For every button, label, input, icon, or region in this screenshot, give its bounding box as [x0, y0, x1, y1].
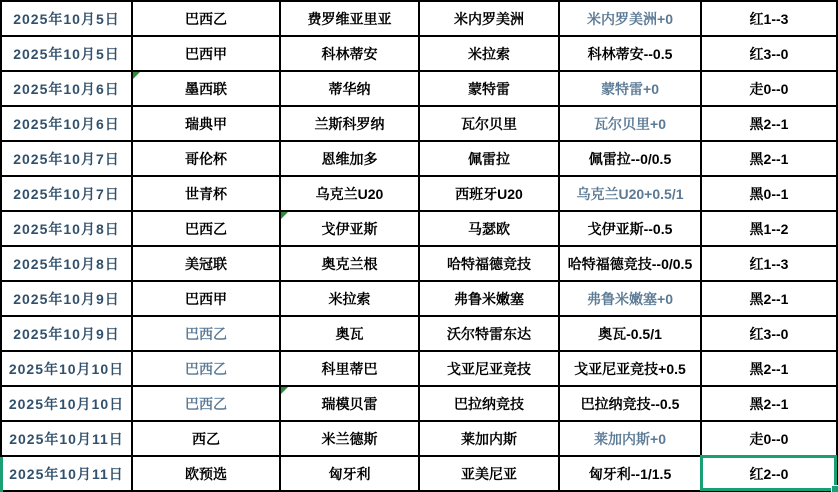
handicap-cell[interactable]: 莱加内斯+0	[560, 422, 702, 457]
league-cell[interactable]: 瑞典甲	[133, 107, 281, 142]
date-cell[interactable]: 2025年10月5日	[2, 37, 133, 72]
league-cell[interactable]: 哥伦杯	[133, 142, 281, 177]
table-row	[2, 457, 838, 492]
league-cell[interactable]: 巴西乙	[133, 317, 281, 352]
handicap-cell[interactable]: 科林蒂安--0.5	[560, 37, 702, 72]
selection-border	[700, 455, 837, 491]
result-cell[interactable]: 红3--0	[702, 37, 838, 72]
date-cell[interactable]: 2025年10月6日	[2, 72, 133, 107]
handicap-cell[interactable]: 奥瓦-0.5/1	[560, 317, 702, 352]
error-indicator-triangle-icon	[133, 72, 140, 79]
result-cell[interactable]: 黑2--1	[702, 282, 838, 317]
result-cell[interactable]: 走0--0	[702, 72, 838, 107]
date-cell[interactable]: 2025年10月11日	[2, 422, 133, 457]
table-row	[2, 212, 838, 247]
result-cell[interactable]: 黑2--1	[702, 107, 838, 142]
result-cell[interactable]: 红1--3	[702, 2, 838, 37]
home-team-cell[interactable]: 戈伊亚斯	[281, 212, 420, 247]
league-cell[interactable]: 欧预选	[133, 457, 281, 492]
date-cell[interactable]: 2025年10月6日	[2, 107, 133, 142]
date-cell[interactable]: 2025年10月9日	[2, 317, 133, 352]
handicap-cell[interactable]: 哈特福德竞技--0/0.5	[560, 247, 702, 282]
table-row	[2, 422, 838, 457]
result-cell[interactable]: 红1--3	[702, 247, 838, 282]
home-team-cell[interactable]: 米兰德斯	[281, 422, 420, 457]
date-cell[interactable]: 2025年10月7日	[2, 177, 133, 212]
away-team-cell[interactable]: 米内罗美洲	[420, 2, 560, 37]
home-team-cell[interactable]: 费罗维亚里亚	[281, 2, 420, 37]
away-team-cell[interactable]: 亚美尼亚	[420, 457, 560, 492]
home-team-cell[interactable]: 奥克兰根	[281, 247, 420, 282]
away-team-cell[interactable]: 瓦尔贝里	[420, 107, 560, 142]
league-cell[interactable]: 巴西乙	[133, 2, 281, 37]
handicap-cell[interactable]: 戈伊亚斯--0.5	[560, 212, 702, 247]
away-team-cell[interactable]: 巴拉纳竞技	[420, 387, 560, 422]
away-team-cell[interactable]: 弗鲁米嫩塞	[420, 282, 560, 317]
handicap-cell[interactable]: 佩雷拉--0/0.5	[560, 142, 702, 177]
away-team-cell[interactable]: 戈亚尼亚竞技	[420, 352, 560, 387]
date-cell[interactable]: 2025年10月8日	[2, 247, 133, 282]
error-indicator-triangle-icon	[281, 212, 288, 219]
table-row	[2, 317, 838, 352]
date-cell[interactable]: 2025年10月9日	[2, 282, 133, 317]
league-cell[interactable]: 巴西乙	[133, 387, 281, 422]
handicap-cell[interactable]: 米内罗美洲+0	[560, 2, 702, 37]
table-row	[2, 247, 838, 282]
away-team-cell[interactable]: 莱加内斯	[420, 422, 560, 457]
home-team-cell[interactable]: 匈牙利	[281, 457, 420, 492]
table-row	[2, 37, 838, 72]
away-team-cell[interactable]: 蒙特雷	[420, 72, 560, 107]
league-cell[interactable]: 巴西甲	[133, 37, 281, 72]
league-cell[interactable]: 美冠联	[133, 247, 281, 282]
home-team-cell[interactable]: 乌克兰U20	[281, 177, 420, 212]
away-team-cell[interactable]: 哈特福德竞技	[420, 247, 560, 282]
result-cell[interactable]: 黑0--1	[702, 177, 838, 212]
date-cell[interactable]: 2025年10月5日	[2, 2, 133, 37]
handicap-cell[interactable]: 瓦尔贝里+0	[560, 107, 702, 142]
away-team-cell[interactable]: 西班牙U20	[420, 177, 560, 212]
away-team-cell[interactable]: 马瑟欧	[420, 212, 560, 247]
handicap-cell[interactable]: 巴拉纳竞技--0.5	[560, 387, 702, 422]
date-cell[interactable]: 2025年10月10日	[2, 387, 133, 422]
home-team-cell[interactable]: 米拉索	[281, 282, 420, 317]
home-team-cell[interactable]: 科里蒂巴	[281, 352, 420, 387]
home-team-cell[interactable]: 兰斯科罗纳	[281, 107, 420, 142]
table-row	[2, 387, 838, 422]
handicap-cell[interactable]: 戈亚尼亚竞技+0.5	[560, 352, 702, 387]
league-cell[interactable]: 巴西乙	[133, 212, 281, 247]
away-team-cell[interactable]: 佩雷拉	[420, 142, 560, 177]
table-row	[2, 72, 838, 107]
table-row	[2, 352, 838, 387]
league-cell[interactable]: 世青杯	[133, 177, 281, 212]
league-cell[interactable]: 西乙	[133, 422, 281, 457]
date-cell[interactable]: 2025年10月8日	[2, 212, 133, 247]
handicap-cell[interactable]: 弗鲁米嫩塞+0	[560, 282, 702, 317]
away-team-cell[interactable]: 米拉索	[420, 37, 560, 72]
result-cell[interactable]: 红3--0	[702, 317, 838, 352]
handicap-cell[interactable]: 蒙特雷+0	[560, 72, 702, 107]
handicap-cell[interactable]: 乌克兰U20+0.5/1	[560, 177, 702, 212]
date-cell[interactable]: 2025年10月10日	[2, 352, 133, 387]
home-team-cell[interactable]: 奥瓦	[281, 317, 420, 352]
table-row	[2, 177, 838, 212]
result-cell[interactable]: 黑2--1	[702, 142, 838, 177]
result-cell[interactable]: 黑2--1	[702, 352, 838, 387]
table-row	[2, 2, 838, 37]
home-team-cell[interactable]: 瑞模贝雷	[281, 387, 420, 422]
table-row	[2, 142, 838, 177]
home-team-cell[interactable]: 科林蒂安	[281, 37, 420, 72]
home-team-cell[interactable]: 恩维加多	[281, 142, 420, 177]
away-team-cell[interactable]: 沃尔特雷东达	[420, 317, 560, 352]
date-cell[interactable]: 2025年10月7日	[2, 142, 133, 177]
result-cell[interactable]: 黑1--2	[702, 212, 838, 247]
handicap-cell[interactable]: 匈牙利--1/1.5	[560, 457, 702, 492]
home-team-cell[interactable]: 蒂华纳	[281, 72, 420, 107]
selection-fill-handle[interactable]	[831, 485, 838, 492]
error-indicator-triangle-icon	[281, 387, 288, 394]
table-row	[2, 282, 838, 317]
date-cell[interactable]: 2025年10月11日	[2, 457, 133, 492]
result-cell[interactable]: 黑2--1	[702, 387, 838, 422]
result-cell[interactable]: 走0--0	[702, 422, 838, 457]
league-cell[interactable]: 巴西乙	[133, 352, 281, 387]
table-row	[2, 107, 838, 142]
league-cell[interactable]: 巴西甲	[133, 282, 281, 317]
result-cell[interactable]: 红2--0	[702, 457, 838, 492]
league-cell[interactable]: 墨西联	[133, 72, 281, 107]
